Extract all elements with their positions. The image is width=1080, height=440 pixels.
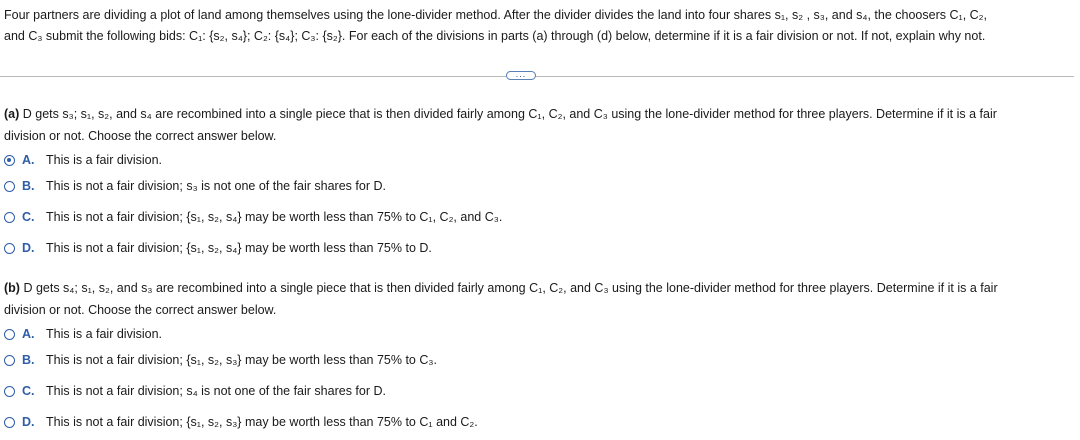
- question-b-text-line-1: D gets s₄; s₁, s₂, and s₃ are recombined into a single piece that is then divided fairly among C₁, C₂, and C₃ using the lone-divider method for three players. Determine if it is a fair: [19, 281, 998, 295]
- option-text: This is not a fair division; {s₁, s₂, s₄} may be worth less than 75% to C₁, C₂, and C₃.: [46, 210, 503, 224]
- option-text: This is not a fair division; {s₁, s₂, s₃} may be worth less than 75% to C₃.: [46, 353, 437, 367]
- option-text: This is a fair division.: [46, 153, 163, 167]
- radio-icon[interactable]: [4, 181, 15, 192]
- question-a-option-b[interactable]: [4, 177, 1072, 195]
- question-a-text-line-1: D gets s₃; s₁, s₂, and s₄ are recombined into a single piece that is then divided fairly among C₁, C₂, and C₃ using the lone-divider method for three players. Determine if it is a fair: [19, 107, 997, 121]
- section-divider: [0, 76, 1074, 77]
- option-letter: A.: [22, 153, 35, 167]
- option-text: This is not a fair division; {s₁, s₂, s₃} may be worth less than 75% to C₁ and C₂.: [46, 415, 478, 429]
- question-a-option-a[interactable]: [4, 151, 1072, 169]
- radio-icon[interactable]: [4, 212, 15, 223]
- question-b-option-a[interactable]: [4, 325, 1072, 343]
- radio-icon[interactable]: [4, 243, 15, 254]
- radio-icon[interactable]: [4, 329, 15, 340]
- expand-more-button[interactable]: [506, 68, 536, 80]
- ellipsis-icon: ...: [515, 68, 527, 79]
- question-b-part-label: (b): [4, 281, 20, 295]
- question-a: [4, 103, 1072, 257]
- question-a-prompt-line-1: [4, 103, 1072, 125]
- question-b-text-line-2: division or not. Choose the correct answer below.: [4, 303, 277, 317]
- question-b-option-b[interactable]: [4, 351, 1072, 369]
- option-letter: B.: [22, 353, 35, 367]
- problem-statement-line-1: Four partners are dividing a plot of land among themselves using the lone-divider method. After the divider divides the land into four shares s₁, s₂ , s₃, and s₄, the choosers C₁, C₂,: [4, 8, 988, 22]
- question-b: [4, 277, 1072, 431]
- radio-selected-icon[interactable]: [4, 155, 15, 166]
- option-letter: A.: [22, 327, 35, 341]
- radio-icon[interactable]: [4, 355, 15, 366]
- question-b-option-d[interactable]: [4, 413, 1072, 431]
- question-a-prompt: [4, 103, 1072, 147]
- problem-statement-line-2: and C₃ submit the following bids: C₁: {s₂, s₄}; C₂: {s₄}; C₃: {s₂}. For each of the divisions in parts (a) through (d) below, determine if it is a fair division or not. If not, explain why not.: [4, 29, 986, 43]
- option-text: This is a fair division.: [46, 327, 163, 341]
- radio-icon[interactable]: [4, 417, 15, 428]
- option-letter: C.: [22, 210, 35, 224]
- question-a-option-c[interactable]: [4, 208, 1072, 226]
- option-text: This is not a fair division; s₄ is not one of the fair shares for D.: [46, 384, 386, 398]
- option-text: This is not a fair division; {s₁, s₂, s₄} may be worth less than 75% to D.: [46, 241, 432, 255]
- option-letter: D.: [22, 415, 35, 429]
- problem-statement: [4, 5, 1072, 47]
- question-b-prompt: [4, 277, 1072, 321]
- radio-icon[interactable]: [4, 386, 15, 397]
- question-a-part-label: (a): [4, 107, 20, 121]
- question-a-option-d[interactable]: [4, 239, 1072, 257]
- question-b-prompt-line-1: [4, 277, 1072, 299]
- question-a-text-line-2: division or not. Choose the correct answer below.: [4, 129, 277, 143]
- option-letter: D.: [22, 241, 35, 255]
- option-letter: B.: [22, 179, 35, 193]
- question-b-option-c[interactable]: [4, 382, 1072, 400]
- option-text: This is not a fair division; s₃ is not one of the fair shares for D.: [46, 179, 386, 193]
- option-letter: C.: [22, 384, 35, 398]
